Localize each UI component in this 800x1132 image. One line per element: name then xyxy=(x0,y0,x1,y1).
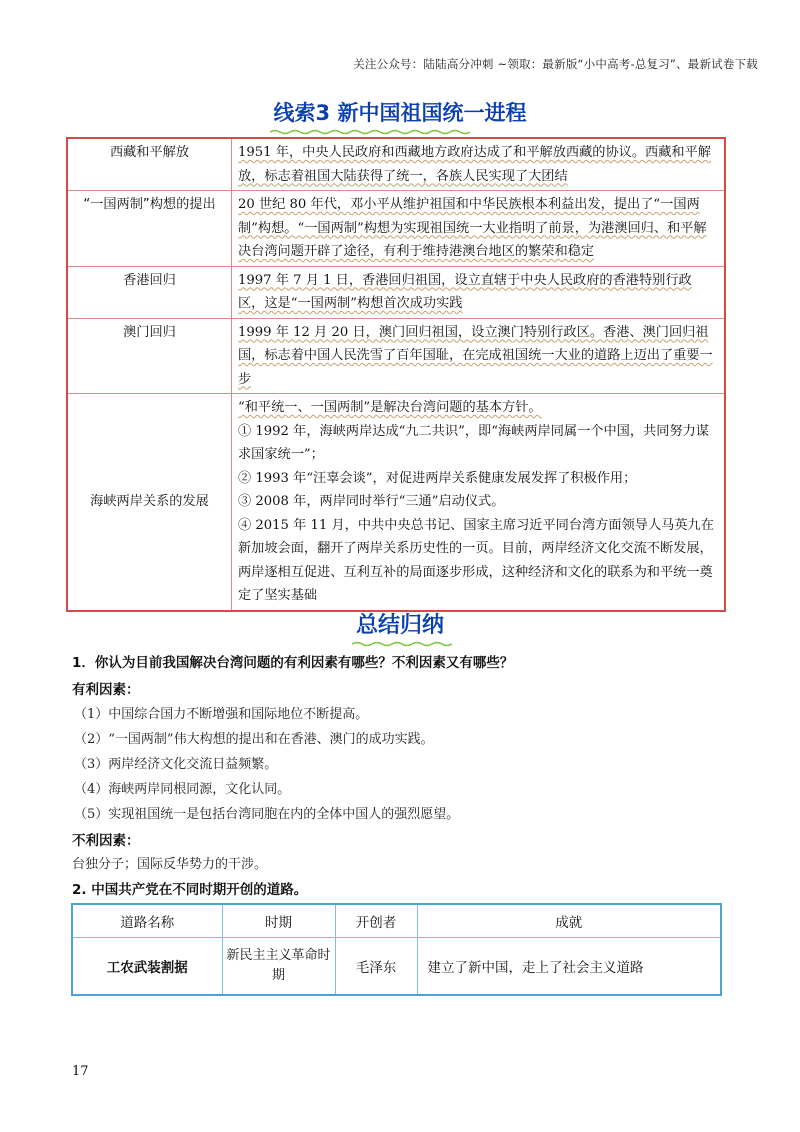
row-paragraph: 20 世纪 80 年代，邓小平从维护祖国和中华民族根本利益出发，提出了“一国两制”构想。“一国两制”构想为实现祖国统一大业指明了前景，为港澳回归、和平解决台湾问题开辟了途径，有利于维持港澳台地区的繁荣和稳定 xyxy=(238,197,707,259)
row-content xyxy=(232,191,726,267)
table-header-row xyxy=(72,904,721,938)
table-row xyxy=(67,191,725,267)
row-paragraph: 1999 年 12 月 20 日，澳门回归祖国，设立澳门特别行政区。香港、澳门回归祖国，标志着中国人民洗雪了百年国耻，在完成祖国统一大业的道路上迈出了重要一步 xyxy=(238,324,713,387)
section-title-1-text: 线索3 新中国祖国统一进程 xyxy=(273,101,527,125)
row-topic: 香港回归 xyxy=(67,266,232,318)
title-wave-decoration xyxy=(270,129,470,135)
row-paragraph: 1997 年 7 月 1 日，香港回归祖国，设立直辖于中央人民政府的香港特别行政区，这是“一国两制”构想首次成功实践 xyxy=(238,272,692,311)
row-paragraph: “和平统一、一国两制”是解决台湾问题的基本方针。 xyxy=(238,400,542,415)
row-paragraph: ④ 2015 年 11 月，中共中央总书记、国家主席习近平同台湾方面领导人马英九在新加坡会面，翻开了两岸关系历史性的一页。目前，两岸经济文化交流不断发展，两岸逐相互促进、互利互补的局面逐步形成，这种经济和文化的联系为和平统一奠定了坚实基础 xyxy=(238,517,714,603)
column-header: 道路名称 xyxy=(72,904,222,938)
list-item: （1）中国综合国力不断增强和国际地位不断提高。 xyxy=(74,707,369,722)
row-topic: 海峡两岸关系的发展 xyxy=(67,394,232,611)
title-wave-decoration xyxy=(352,641,452,647)
row-content xyxy=(232,394,726,611)
table-row xyxy=(67,266,725,318)
header-note: 关注公众号：陆陆高分冲刺 ~领取：最新版“小中高考-总复习”、最新试卷下载 xyxy=(353,57,758,71)
question-1: 1．你认为目前我国解决台湾问题的有利因素有哪些？不利因素又有哪些？ xyxy=(72,655,514,671)
column-header: 时期 xyxy=(222,904,335,938)
roads-table xyxy=(71,903,722,996)
unfavorable-label: 不利因素： xyxy=(72,833,140,849)
column-header: 成就 xyxy=(417,904,721,938)
table-cell: 毛泽东 xyxy=(335,938,417,996)
row-paragraph: ① 1992 年，海峡两岸达成“九二共识”，即“海峡两岸同属一个中国，共同努力谋求国家统一”； xyxy=(238,423,709,462)
table-row xyxy=(67,318,725,394)
table-row xyxy=(67,138,725,191)
list-item: （4）海峡两岸同根同源，文化认同。 xyxy=(74,782,291,797)
row-topic: 澳门回归 xyxy=(67,318,232,394)
list-item: （5）实现祖国统一是包括台湾同胞在内的全体中国人的强烈愿望。 xyxy=(74,807,460,822)
column-header: 开创者 xyxy=(335,904,417,938)
list-item: （3）两岸经济文化交流日益频繁。 xyxy=(74,757,278,772)
table-row xyxy=(67,394,725,611)
table-cell: 工农武装割据 xyxy=(72,938,222,996)
favorable-label: 有利因素： xyxy=(72,682,140,698)
section-title-2 xyxy=(0,608,800,639)
row-content xyxy=(232,266,726,318)
section-title-1 xyxy=(0,97,800,127)
row-paragraph: ③ 2008 年，两岸同时举行“三通”启动仪式。 xyxy=(238,494,505,509)
row-content xyxy=(232,318,726,394)
question-2: 2. 中国共产党在不同时期开创的道路。 xyxy=(72,882,308,898)
row-paragraph: ② 1993 年“汪辜会谈”，对促进两岸关系健康发展发挥了积极作用； xyxy=(238,470,637,486)
row-topic: 西藏和平解放 xyxy=(67,138,232,191)
table-cell: 建立了新中国，走上了社会主义道路 xyxy=(417,938,721,996)
table-row xyxy=(72,938,721,996)
row-topic: “一国两制”构想的提出 xyxy=(67,191,232,267)
page-number: 17 xyxy=(72,1064,89,1079)
unification-table xyxy=(66,137,726,612)
table-cell: 新民主主义革命时期 xyxy=(222,938,335,996)
list-item: （2）“一国两制”伟大构想的提出和在香港、澳门的成功实践。 xyxy=(74,732,434,747)
unfavorable-text: 台独分子；国际反华势力的干涉。 xyxy=(72,857,268,872)
section-title-2-text: 总结归纳 xyxy=(355,613,444,638)
row-paragraph: 1951 年，中央人民政府和西藏地方政府达成了和平解放西藏的协议。西藏和平解放，标志着祖国大陆获得了统一，各族人民实现了大团结 xyxy=(238,145,711,184)
row-content xyxy=(232,138,726,191)
